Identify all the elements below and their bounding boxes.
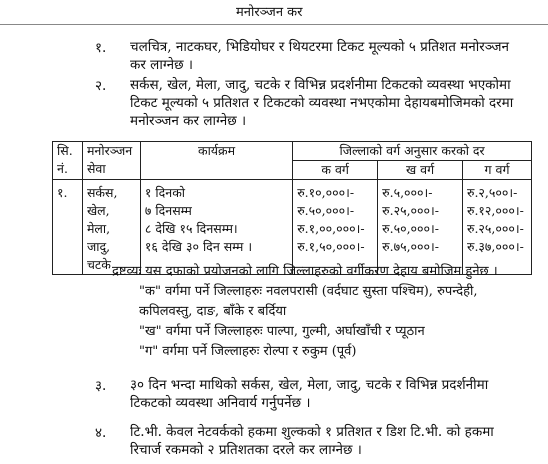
cell-service: सर्कस, खेल, मेला, जादु, चटके	[82, 180, 140, 275]
table-row	[53, 180, 532, 275]
item-3-line-1: ३० दिन भन्दा माथिको सर्कस, खेल, मेला, जादु, चटके र विभिन्न प्रदर्शनीमा	[130, 377, 489, 393]
title-divider	[0, 24, 548, 25]
header-sn: सि. नं.	[53, 142, 83, 180]
header-ga: ग वर्ग	[462, 161, 531, 180]
cell-ga-rates: रु.२,५००।- रु.१२,०००।- रु.२५,०००।- रु.३७,०००।-	[462, 180, 531, 275]
item-2-number: २.	[95, 78, 107, 94]
note-line-ka-cont: कपिलवस्तु, दाङ, बाँके र बर्दिया	[139, 304, 287, 319]
item-2-line-2: टिकट मूल्यको ५ प्रतिशत र टिकटको व्यवस्था नभएकोमा देहायबमोजिमको दरमा	[130, 95, 514, 111]
note-heading: द्रष्टव्यः यस दफाको प्रयोजनको लागि जिल्लाहरुको वर्गीकरण देहाय बमोजिम हुनेछ ।	[112, 264, 498, 279]
note-line-ka: "क" वर्गमा पर्ने जिल्लाहरुः नवलपरासी (वर्दघाट सुस्ता पश्चिम), रुपन्देही,	[139, 284, 478, 299]
item-4-line-2: रिचार्ज रकमको २ प्रतिशतका दरले कर लाग्नेछ ।	[130, 442, 362, 458]
cell-programs: १ दिनको ७ दिनसम्म ८ देखि १५ दिनसम्म। १६ देखि ३० दिन सम्म ।	[140, 180, 292, 275]
cell-kha-rates: रु.५,०००।- रु.२५,०००।- रु.५०,०००।- रु.७५,०००।-	[378, 180, 463, 275]
table-header-row	[53, 142, 532, 161]
cell-ka-rates: रु.१०,०००।- रु.५०,०००।- रु.१,००,०००।- रु.१,५०,०००।-	[293, 180, 378, 275]
item-2-line-1: सर्कस, खेल, मेला, जादु, चटके र विभिन्न प्रदर्शनीमा टिकटको व्यवस्था भएकोमा	[130, 77, 511, 93]
header-ka: क वर्ग	[293, 161, 378, 180]
note-district-list	[139, 282, 478, 362]
item-3-number: ३.	[95, 378, 107, 394]
cell-sn: १.	[53, 180, 83, 275]
page-title: मनोरञ्जन कर	[236, 5, 303, 20]
item-1-line-2: कर लाग्नेछ ।	[130, 57, 193, 73]
item-4-line-1: टि.भी. केवल नेटवर्कको हकमा शुल्कको १ प्रतिशत र डिश टि.भी. को हकमा	[130, 424, 494, 440]
note-line-ga: "ग" वर्गमा पर्ने जिल्लाहरुः रोल्पा र रुकुम (पूर्व)	[139, 344, 357, 359]
item-4-text	[130, 423, 494, 459]
item-4-number: ४.	[95, 425, 107, 441]
item-2-line-3: मनोरञ्जन कर लाग्नेछ ।	[130, 113, 247, 129]
item-3-line-2: टिकटको व्यवस्था अनिवार्य गर्नुपर्नेछ ।	[130, 395, 311, 411]
item-1-number: १.	[95, 40, 107, 56]
rate-table	[52, 141, 532, 275]
note-line-kha: "ख" वर्गमा पर्ने जिल्लाहरुः पाल्पा, गुल्मी, अर्घाखाँची र प्यूठान	[139, 324, 425, 339]
header-kha: ख वर्ग	[378, 161, 463, 180]
item-1-text	[130, 38, 509, 74]
header-program: कार्यक्रम	[140, 142, 292, 180]
item-1-line-1: चलचित्र, नाटकघर, भिडियोघर र थियटरमा टिकट मूल्यको ५ प्रतिशत मनोरञ्जन	[130, 39, 510, 55]
item-2-text	[130, 76, 513, 130]
item-3-text	[130, 376, 488, 412]
header-rate-group: जिल्लाको वर्ग अनुसार करको दर	[293, 142, 532, 161]
header-service: मनोरञ्जन सेवा	[82, 142, 140, 180]
